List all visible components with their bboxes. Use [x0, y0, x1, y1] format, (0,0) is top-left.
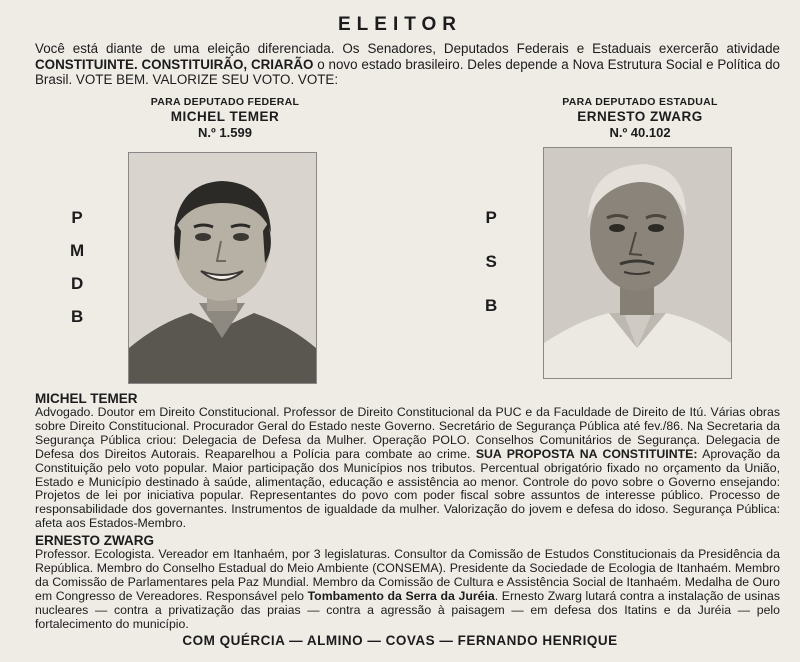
party-letter: P — [485, 208, 497, 227]
bio-emphasis: SUA PROPOSTA NA CONSTITUINTE: — [475, 446, 698, 461]
state-candidate-header — [510, 96, 770, 140]
federal-office-label: PARA DEPUTADO FEDERAL — [150, 96, 300, 108]
bio-ernesto-zwarg — [35, 548, 780, 631]
footer-slogan: COM QUÉRCIA — ALMINO — COVAS — FERNANDO HENRIQUE — [182, 633, 618, 648]
bio-emphasis: Tombamento da Serra da Juréia — [307, 588, 495, 603]
party-letter: B — [485, 296, 498, 315]
party-letter: P — [71, 208, 83, 227]
state-candidate-number: N.º 40.102 — [609, 125, 671, 140]
federal-candidate-header — [95, 96, 355, 140]
bio-name-michel-temer: MICHEL TEMER — [35, 391, 138, 406]
federal-candidate-name: MICHEL TEMER — [170, 109, 280, 124]
party-letter: B — [70, 307, 84, 326]
intro-emphasis: CONSTITUINTE. CONSTITUIRÃO, CRIARÃO — [35, 56, 314, 72]
party-psb — [485, 208, 497, 316]
party-letter: S — [485, 252, 497, 271]
party-letter: M — [70, 241, 85, 260]
intro-paragraph — [35, 41, 780, 88]
party-pmdb — [70, 208, 84, 327]
intro-text-2: o novo estado brasileiro. Deles depende a Nova Estrutura Social e Política do Brasil. VOTE BEM. VALORIZE SEU VOTO. VOTE: — [35, 56, 780, 87]
bio-text: Aprovação da Constituição pelo voto popular. Maior participação dos Municípios nos tributos. Percentual obrigatório fixado no orçamento da União, Estado e Município destinado à saúde, alimentação, educação e assistência ao menor. Controle do povo sobre o Governo ensejando: Projetos de lei por iniciativa popular. Representantes do povo com poder fiscal sobre assuntos de interesse público. Processo de responsabilidade dos governantes. Instrumentos de igualdade da mulher. Valorização do jovem e defesa do idoso. Segurança Pública: afeta aos Estados-Membro. — [35, 446, 781, 531]
party-letter: D — [70, 274, 84, 293]
intro-text-1: Você está diante de uma eleição diferenciada. Os Senadores, Deputados Federais e Estaduais exercerão atividade — [35, 41, 780, 56]
page-title: ELEITOR — [338, 14, 462, 35]
bio-name-ernesto-zwarg: ERNESTO ZWARG — [35, 533, 155, 548]
bio-text: Advogado. Doutor em Direito Constitucional. Professor de Direito Constitucional da PUC e da Faculdade de Direito de Itú. Várias obras sobre Direito Constitucional. Procurador Geral do Estado neste Governo. Secretário de Segurança Pública até fev./86. Na Secretaria da Segurança Pública criou: Delegacia de Defesa da Mulher. Operação POLO. Conselhos Comunitários de Segurança. Delegacia de Defesa dos Direitos Autorais. Reaparelhou a Polícia para combate ao crime. — [35, 405, 780, 461]
bio-michel-temer — [35, 406, 780, 531]
michel-temer-photo — [128, 152, 317, 384]
federal-candidate-number: N.º 1.599 — [198, 125, 252, 140]
portrait-illustration — [129, 153, 316, 383]
portrait-illustration — [544, 148, 731, 378]
state-office-label: PARA DEPUTADO ESTADUAL — [562, 96, 718, 108]
bio-text: Professor. Ecologista. Vereador em Itanhaém, por 3 legislaturas. Consultor da Comissão de Estudos Constitucionais da Presidência da República. Membro do Conselho Estadual do Meio Ambiente (CONSEMA). Presidente da Sociedade de Ecologia de Itanhaém. Membro da Comissão de Parlamentares pela Paz Mundial. Membro da Comissão de Cultura e Assistência Social de Itanhaém. Medalha de Ouro em Congresso de Vereadores. Responsável pelo — [35, 547, 780, 603]
ernesto-zwarg-photo — [543, 147, 732, 379]
bio-text: . Ernesto Zwarg lutará contra a instalação de usinas nucleares — contra a privatização das praias — contra a agressão à paisagem — em defesa dos Itatins e da Juréia — pelo fortalecimento do município. — [35, 588, 780, 631]
state-candidate-name: ERNESTO ZWARG — [577, 109, 703, 124]
